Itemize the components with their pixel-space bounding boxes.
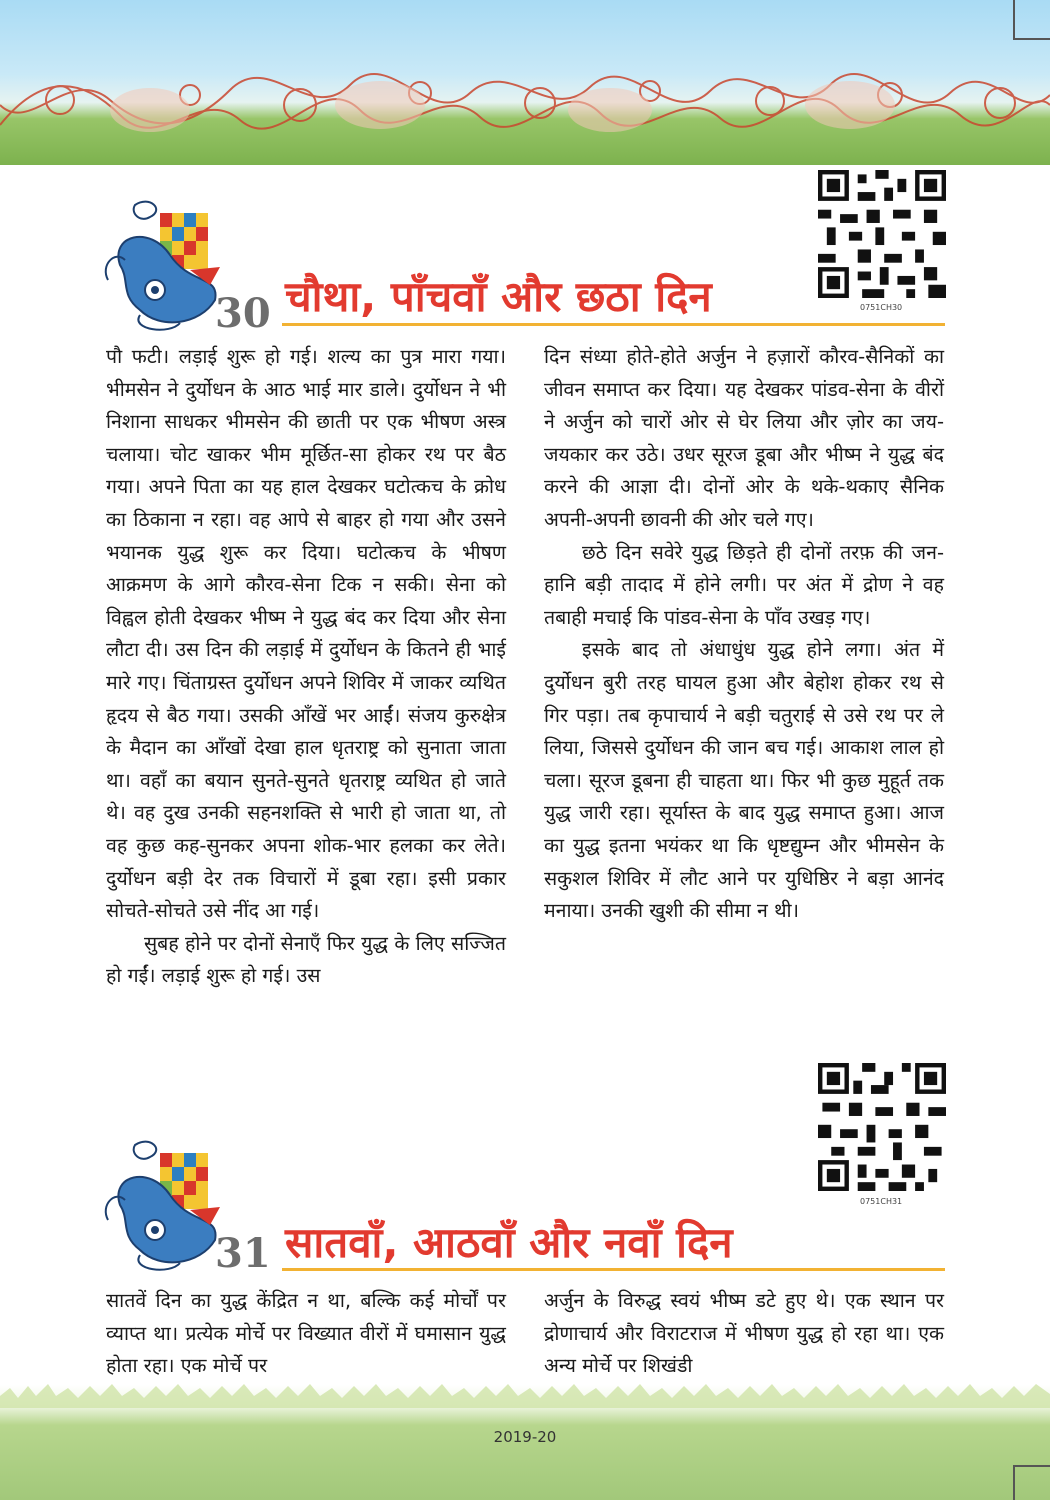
qr-code-label: 0751CH30 (860, 303, 903, 312)
chapter-emblem-icon (100, 1135, 230, 1275)
chapter-number: 30 (215, 290, 271, 337)
paragraph: अर्जुन के विरुद्ध स्वयं भीष्म डटे हुए थे। एक स्थान पर द्रोणाचार्य और विराटराज में भीषण युद्ध हो रहा था। एक अन्य मोर्चे पर शिखंडी (544, 1289, 944, 1378)
crop-mark-bottom (1013, 1465, 1015, 1500)
top-decorative-banner (0, 0, 1050, 165)
paragraph: पौ फटी। लड़ाई शुरू हो गई। शल्य का पुत्र मारा गया। भीमसेन ने दुर्योधन के आठ भाई मार डाले। दुर्योधन ने भी निशाना साधकर भीमसेन की छाती पर एक भीषण अस्त्र चलाया। चोट खाकर भीम मूर्छित-सा होकर रथ पर बैठ गया। अपने पिता का यह हाल देखकर घटोत्कच के क्रोध का ठिकाना न रहा। वह आपे से बाहर हो गया और उसने भयानक युद्ध शुरू कर दिया। घटोत्कच के भीषण आक्रमण के आगे कौरव-सेना टिक न सकी। सेना को विह्वल होती देखकर भीष्म ने युद्ध बंद कर दिया और सेना लौटा दी। उस दिन की लड़ाई में दुर्योधन के कितने ही भाई मारे गए। चिंताग्रस्त दुर्योधन अपने शिविर में जाकर व्यथित हृदय से बैठ गया। उसकी आँखें भर आईं। संजय कुरुक्षेत्र के मैदान का आँखों देखा हाल धृतराष्ट्र को सुनाता जाता था। वहाँ का बयान सुनते-सुनते धृतराष्ट्र व्यथित हो जाते थे। वह दुख उनकी सहनशक्ति से भारी हो जाता था, तो वह कुछ कह-सुनकर अपना शोक-भार हलका कर लेते। दुर्योधन बड़ी देर तक विचारों में डूबा रहा। इसी प्रकार सोचते-सोचते उसे नींद आ गई। (106, 345, 506, 923)
page-year-label: 2019-20 (493, 1428, 557, 1446)
chapter-30-column-left (106, 341, 506, 993)
chapter-31-column-left (106, 1285, 506, 1383)
crop-mark-top (1013, 0, 1015, 40)
paragraph: दिन संध्या होते-होते अर्जुन ने हज़ारों कौरव-सैनिकों का जीवन समाप्त कर दिया। यह देखकर पांडव-सेना के वीरों ने अर्जुन को चारों ओर से घेर लिया और ज़ोर का जय-जयकार कर उठे। उधर सूरज डूबा और भीष्म ने युद्ध बंद करने की आज्ञा दी। दोनों ओर के थके-थकाए सैनिक अपनी-अपनी छावनी की ओर चले गए। (544, 345, 944, 531)
chapter-title: सातवाँ, आठवाँ और नवाँ दिन (285, 1218, 733, 1267)
chapter-title-underline (282, 323, 945, 326)
warrior-frieze-illustration (0, 55, 1050, 145)
grass-border-decoration (0, 1378, 1050, 1408)
chapter-30-column-right (544, 341, 944, 928)
qr-code-icon (818, 170, 946, 298)
crop-mark-bottom-horizontal (1015, 1465, 1050, 1467)
chapter-emblem-icon (100, 195, 230, 335)
chapter-number: 31 (215, 1230, 271, 1277)
crop-mark-top-horizontal (1015, 38, 1050, 40)
paragraph: इसके बाद तो अंधाधुंध युद्ध होने लगा। अंत में दुर्योधन बुरी तरह घायल हुआ और बेहोश होकर रथ से गिर पड़ा। तब कृपाचार्य ने बड़ी चतुराई से उसे रथ पर ले लिया, जिससे दुर्योधन की जान बच गई। आकाश लाल हो चला। सूरज डूबना ही चाहता था। फिर भी कुछ मुहूर्त तक युद्ध जारी रहा। सूर्यास्त के बाद युद्ध समाप्त हुआ। आज का युद्ध इतना भयंकर था कि धृष्टद्युम्न और भीमसेन के सकुशल शिविर में लौट आने पर युधिष्ठिर ने बड़ा आनंद मनाया। उनकी खुशी की सीमा न थी। (544, 638, 944, 923)
qr-code-label: 0751CH31 (860, 1197, 903, 1206)
chapter-31-heading (100, 1135, 950, 1277)
paragraph: छठे दिन सवेरे युद्ध छिड़ते ही दोनों तरफ़ की जन-हानि बड़ी तादाद में होने लगी। पर अंत में द्रोण ने वह तबाही मचाई कि पांडव-सेना के पाँव उखड़ गए। (544, 540, 944, 629)
chapter-title: चौथा, पाँचवाँ और छठा दिन (285, 272, 712, 321)
paragraph: सातवें दिन का युद्ध केंद्रित न था, बल्कि कई मोर्चों पर व्याप्त था। प्रत्येक मोर्चे पर विख्यात वीरों में घमासान युद्ध होता रहा। एक मोर्चे पर (106, 1289, 506, 1378)
paragraph: सुबह होने पर दोनों सेनाएँ फिर युद्ध के लिए सज्जित हो गईं। लड़ाई शुरू हो गई। उस (106, 931, 506, 988)
chapter-31-column-right (544, 1285, 944, 1383)
chapter-title-underline (282, 1268, 945, 1271)
